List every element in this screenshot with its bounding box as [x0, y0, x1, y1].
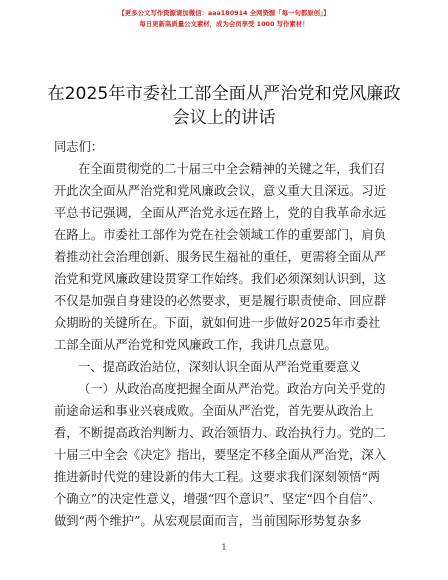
- banner-line-1: 【更多公文写作资源请加微信：aaa180914 全网资源「每一句都原创」】: [118, 9, 330, 17]
- body-line: 不仅是加强自身建设的必然要求，更是履行职责使命、回应群: [54, 294, 387, 308]
- body-line: 众期盼的关键所在。下面，就如何进一步做好2025年市委社: [54, 316, 381, 330]
- body-line: 做到“两个维护”。从宏观层面而言，当前国际形势复杂多: [54, 514, 362, 528]
- body-line: （一）从政治高度把握全面从严治党。政治方向关乎党的: [78, 382, 386, 396]
- salutation: 同志们：: [54, 140, 104, 154]
- body-line: 在路上。市委社工部作为党在社会领域工作的重要部门，肩负: [54, 228, 387, 242]
- document-body: [54, 136, 398, 532]
- promo-banner: [0, 8, 448, 30]
- body-line: 工部全面从严治党和党风廉政工作，我讲几点意见。: [54, 338, 337, 352]
- section-heading: 一、提高政治站位，深刻认识全面从严治党重要意义: [78, 360, 361, 374]
- body-line: 推进新时代党的建设新的伟大工程。这要求我们深刻领悟“两: [54, 470, 381, 484]
- body-line: 前途命运和事业兴衰成败。全面从严治党，首先要从政治上: [54, 404, 374, 418]
- body-line: 着推动社会治理创新、服务民生福祉的重任，更需将全面从严: [54, 250, 387, 264]
- body-line: 十届三中全会《决定》指出，要坚定不移全面从严治党，深入: [54, 448, 387, 462]
- page-number: 1: [221, 543, 227, 552]
- body-line: 治党和党风廉政建设贯穿工作始终。我们必须深刻认识到，这: [54, 272, 387, 286]
- body-line: 看，不断提高政治判断力、政治领悟力、政治执行力。党的二: [54, 426, 387, 440]
- body-line: 在全面贯彻党的二十届三中全会精神的关键之年，我们召: [78, 162, 386, 176]
- title-line-2: 会议上的讲话: [172, 108, 276, 128]
- document-title: [40, 82, 408, 130]
- title-line-1: 在2025年市委社工部全面从严治党和党风廉政: [47, 84, 401, 104]
- body-line: 平总书记强调，全面从严治党永远在路上，党的自我革命永远: [54, 206, 387, 220]
- body-line: 开此次全面从严治党和党风廉政会议，意义重大且深远。习近: [54, 184, 387, 198]
- body-line: 个确立”的决定性意义，增强“四个意识”、坚定“四个自信”、: [54, 492, 381, 506]
- banner-line-2: 每日更新高质量公文素材，成为会员享受 1000 写作素材！: [139, 20, 309, 28]
